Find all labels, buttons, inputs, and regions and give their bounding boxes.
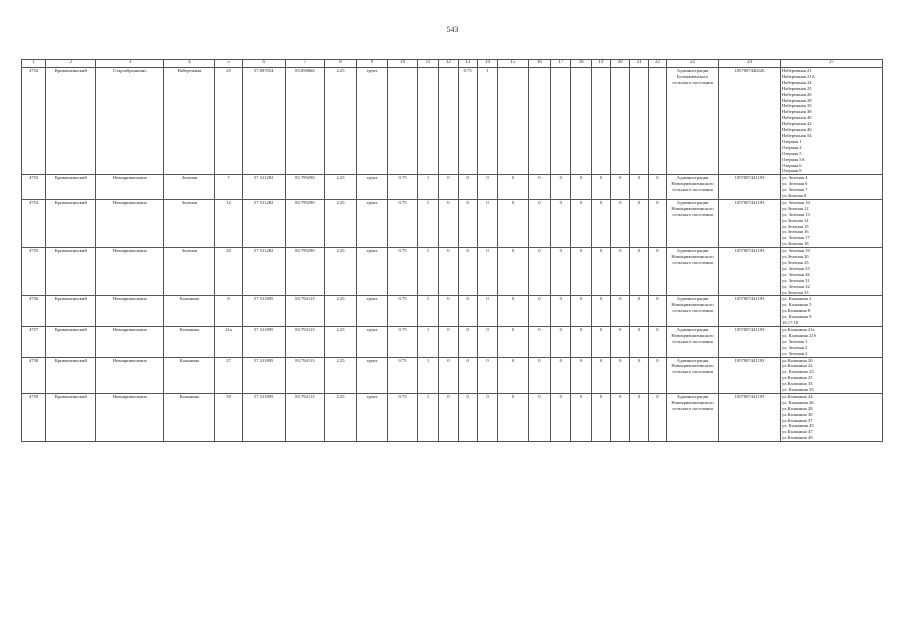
table-cell: 0 <box>591 393 610 441</box>
table-cell: грунт <box>356 68 388 175</box>
column-number-cell: 3 <box>96 60 164 68</box>
table-cell: Зеленая <box>164 248 215 296</box>
table-cell: 0 <box>551 248 571 296</box>
address-line: ул. Зеленая 17 <box>782 235 810 241</box>
address-line: ул.Калинина 24 <box>782 393 813 399</box>
column-number-cell: 1 <box>22 60 46 68</box>
table-cell: 0 <box>477 326 497 357</box>
table-cell: 0 <box>458 326 477 357</box>
table-cell: 0.75 <box>388 296 418 327</box>
address-line: ул.Калинина 8 <box>782 308 811 314</box>
address-line: ул.Калинина 22 <box>782 363 813 369</box>
column-number-cell: 4 <box>164 60 215 68</box>
table-cell: 0.75 <box>388 393 418 441</box>
address-cell <box>781 68 883 175</box>
address-line: ул.Калинина 25 <box>782 375 813 381</box>
table-cell <box>417 68 438 175</box>
table-cell: 0 <box>591 326 610 357</box>
table-cell <box>648 68 666 175</box>
table-row <box>22 393 883 441</box>
table-cell: 0 <box>630 248 648 296</box>
address-line: ул.Калинина 20 <box>782 357 813 363</box>
table-cell: 1 <box>417 199 438 247</box>
table-cell: 83.799290 <box>285 175 325 200</box>
table-cell: 1057007441193 <box>718 296 780 327</box>
table-cell: 8 <box>215 296 242 327</box>
table-cell: 0 <box>458 248 477 296</box>
table-cell: Администрация Новокривошеинского сельского поселения <box>667 393 719 441</box>
table-cell <box>591 68 610 175</box>
table-cell: 0 <box>630 296 648 327</box>
table-cell: 0 <box>648 248 666 296</box>
column-number-cell: 12 <box>439 60 458 68</box>
table-cell: 0 <box>439 248 458 296</box>
table-cell: 0 <box>611 248 630 296</box>
table-cell: 0 <box>477 393 497 441</box>
table-cell: 0 <box>630 175 648 200</box>
table-cell: 0.75 <box>388 175 418 200</box>
table-cell: 0 <box>591 248 610 296</box>
table-cell: 83.794113 <box>285 357 325 393</box>
address-line: Набережная 46 <box>782 127 812 133</box>
table-cell: 0 <box>630 199 648 247</box>
table-cell: 4757 <box>22 326 46 357</box>
table-cell: 0 <box>591 357 610 393</box>
table-cell: Кривошеинский <box>46 248 96 296</box>
table-cell: 1 <box>477 68 497 175</box>
table-cell: 57.311282 <box>242 199 285 247</box>
table-cell: Кривошеинский <box>46 296 96 327</box>
table-cell: 83.858666 <box>285 68 325 175</box>
table-cell: 1 <box>417 326 438 357</box>
table-cell: 0 <box>498 199 529 247</box>
address-line: Набережная 21А <box>782 73 815 79</box>
table-cell: 0 <box>439 175 458 200</box>
address-line: ул. Калинина 9 <box>782 314 812 320</box>
address-line: ул. Зеленая 25 <box>782 265 810 271</box>
table-cell: 0 <box>498 357 529 393</box>
table-cell: 0 <box>498 326 529 357</box>
table-cell: 0 <box>611 199 630 247</box>
table-cell: 0.75 <box>458 68 477 175</box>
table-cell: 1 <box>417 248 438 296</box>
address-line: ул.Зеленая 33 <box>782 289 809 295</box>
table-cell: Администрация Новокривошеинского сельского поселения <box>667 175 719 200</box>
address-line: ул. Зеленая 10 <box>782 199 810 205</box>
table-cell: 0 <box>611 296 630 327</box>
table-cell: 0 <box>458 357 477 393</box>
address-line: ул.Калинина 49 <box>782 435 813 441</box>
table-cell: 0 <box>439 296 458 327</box>
table-cell: 57.311895 <box>242 296 285 327</box>
column-number-cell: 9 <box>356 60 388 68</box>
column-number-cell: 6 <box>242 60 285 68</box>
column-number-cell: 10 <box>388 60 418 68</box>
table-cell: 0 <box>458 296 477 327</box>
table-cell: 2.25 <box>325 68 357 175</box>
table-cell: 0 <box>477 357 497 393</box>
address-line: Набережная 21 <box>782 68 812 73</box>
table-cell: Новокривошеино <box>96 393 164 441</box>
table-cell: грунт <box>356 296 388 327</box>
table-cell: 0.75 <box>388 248 418 296</box>
address-line: ул. Калинина 5 <box>782 302 812 308</box>
table-cell: 0 <box>571 393 591 441</box>
table-cell: Зеленая <box>164 199 215 247</box>
table-cell: Новокривошеино <box>96 199 164 247</box>
column-number-cell: 11 <box>417 60 438 68</box>
table-cell: Новокривошеино <box>96 296 164 327</box>
table-cell: грунт <box>356 175 388 200</box>
table-cell: грунт <box>356 357 388 393</box>
table-cell: 1 <box>417 175 438 200</box>
column-number-cell: 13 <box>458 60 477 68</box>
table-row <box>22 357 883 393</box>
table-cell: 0 <box>591 296 610 327</box>
table-cell: 0 <box>528 248 550 296</box>
table-cell: 4752 <box>22 68 46 175</box>
table-cell: 83.799290 <box>285 199 325 247</box>
table-cell: Калинина <box>164 393 215 441</box>
address-line: ул. Калинина 26 <box>782 399 814 405</box>
column-number-cell: 17 <box>551 60 571 68</box>
column-number-cell: 2 <box>46 60 96 68</box>
address-line: ул.Калинина 28 <box>782 405 813 411</box>
table-cell: 4756 <box>22 296 46 327</box>
table-cell: 21а <box>215 326 242 357</box>
table-cell: Администрация Новокривошеинского сельского поселения <box>667 357 719 393</box>
table-cell: 0 <box>611 357 630 393</box>
address-line: ул.Зеленая 18 <box>782 241 809 247</box>
address-line: Набережная 28 <box>782 97 812 103</box>
table-cell: 4754 <box>22 199 46 247</box>
table-cell: 0 <box>551 326 571 357</box>
table-row <box>22 248 883 296</box>
table-cell: 0 <box>571 296 591 327</box>
table-cell: 0 <box>458 175 477 200</box>
column-number-cell: 16 <box>528 60 550 68</box>
table-cell <box>528 68 550 175</box>
table-cell: Калинина <box>164 326 215 357</box>
table-cell: Администрация Новокривошеинского сельского поселения <box>667 248 719 296</box>
address-cell <box>781 248 883 296</box>
address-line: ул. Зеленая 6 <box>782 181 808 187</box>
column-number-cell: 7 <box>285 60 325 68</box>
table-cell: 0 <box>630 393 648 441</box>
table-cell: 0 <box>630 357 648 393</box>
address-line: ул.Калинина 47 <box>782 429 813 435</box>
table-cell: 39 <box>215 393 242 441</box>
table-cell: 2.25 <box>325 199 357 247</box>
table-cell: Кривошеинский <box>46 68 96 175</box>
address-line: ул. Калинина 2 <box>782 296 812 302</box>
table-cell <box>388 68 418 175</box>
table-cell <box>439 68 458 175</box>
column-number-cell: 15 <box>498 60 529 68</box>
column-number-cell: 22 <box>648 60 666 68</box>
table-cell: 0 <box>571 357 591 393</box>
column-number-cell: 20 <box>611 60 630 68</box>
table-cell: 0 <box>551 175 571 200</box>
address-line: ул. Зеленая 26 <box>782 271 810 277</box>
table-cell: 0.75 <box>388 326 418 357</box>
table-cell: 0 <box>551 199 571 247</box>
table-cell: 1 <box>417 393 438 441</box>
table-cell: Зеленая <box>164 175 215 200</box>
address-line: ул.Зеленая 14 <box>782 217 809 223</box>
table-cell: Набережная <box>164 68 215 175</box>
table-cell: 0 <box>648 175 666 200</box>
column-number-cell: 8 <box>325 60 357 68</box>
table-cell <box>551 68 571 175</box>
address-line: ул. Зеленая 2 <box>782 350 808 356</box>
address-line: Набережная 26 <box>782 91 812 97</box>
table-cell: Кривошеинский <box>46 175 96 200</box>
table-cell: Администрация Новокривошеинского сельского поселения <box>667 199 719 247</box>
table-cell: 0 <box>528 393 550 441</box>
table-cell: 1057007440226 <box>718 68 780 175</box>
table-cell: 57.311895 <box>242 326 285 357</box>
table-cell: 0.75 <box>388 199 418 247</box>
table-cell: 0 <box>477 175 497 200</box>
column-number-cell: 18 <box>571 60 591 68</box>
table-cell: 2.25 <box>325 175 357 200</box>
table-cell: 0 <box>551 296 571 327</box>
column-number-cell: 24 <box>718 60 780 68</box>
table-cell: 0 <box>477 199 497 247</box>
table-cell: 0 <box>498 248 529 296</box>
table-cell: 0 <box>648 326 666 357</box>
table-cell: 0 <box>551 357 571 393</box>
table-cell: 0 <box>611 175 630 200</box>
address-cell <box>781 199 883 247</box>
table-cell: Новокривошеино <box>96 248 164 296</box>
table-cell: 4758 <box>22 357 46 393</box>
table-cell: 0 <box>458 393 477 441</box>
table-cell: 7 <box>215 175 242 200</box>
table-cell: 27 <box>215 357 242 393</box>
table-cell: 83.799290 <box>285 248 325 296</box>
table-cell: Новокривошеино <box>96 175 164 200</box>
table-cell: 0 <box>571 175 591 200</box>
address-line: ул. Калинина 45 <box>782 423 814 429</box>
table-cell: 1057007441193 <box>718 393 780 441</box>
address-line: ул.Зеленая 15 <box>782 223 809 229</box>
table-cell: 0 <box>571 199 591 247</box>
table-row <box>22 199 883 247</box>
address-line: Озерная 1 <box>782 138 802 144</box>
table-cell: 0.75 <box>388 357 418 393</box>
address-line: ул.Зеленая 20 <box>782 254 809 260</box>
address-line: Набережная 38 <box>782 109 812 115</box>
page-number: 543 <box>446 25 459 34</box>
registry-table <box>21 59 883 442</box>
table-cell: 2.25 <box>325 357 357 393</box>
table-cell: Администрация Новокривошеинского сельского поселения <box>667 296 719 327</box>
table-cell: 0 <box>591 199 610 247</box>
address-line: ул. Зеленая 31 <box>782 277 810 283</box>
address-line: Набережная 40 <box>782 115 812 121</box>
column-number-cell: 23 <box>667 60 719 68</box>
table-cell: 57.311282 <box>242 248 285 296</box>
address-line: ул.Зеленая 23 <box>782 260 809 265</box>
table-cell: 25 <box>215 68 242 175</box>
table-cell: 0 <box>571 326 591 357</box>
table-cell <box>498 68 529 175</box>
table-row <box>22 296 883 327</box>
column-number-cell: 27 <box>781 60 883 68</box>
table-cell <box>630 68 648 175</box>
table-cell: 1057007441193 <box>718 175 780 200</box>
address-line: ул.Зеленая 16 <box>782 229 809 235</box>
address-cell <box>781 175 883 200</box>
address-line: Озерная 6 <box>782 162 802 168</box>
table-cell: 83.794113 <box>285 326 325 357</box>
table-cell: 1057007441193 <box>718 357 780 393</box>
address-line: ул. Зеленая 32 <box>782 283 810 289</box>
table-cell: 1057007441193 <box>718 326 780 357</box>
table-cell: 0 <box>439 393 458 441</box>
table-cell: 0 <box>648 357 666 393</box>
table-cell: 0 <box>648 296 666 327</box>
table-cell: грунт <box>356 248 388 296</box>
table-cell: 2.25 <box>325 296 357 327</box>
address-line: ул. Зеленая 2 <box>782 344 808 350</box>
address-line: ул. Зеленая 4 <box>782 175 808 181</box>
column-number-cell: 21 <box>630 60 648 68</box>
table-cell: 20 <box>215 248 242 296</box>
table-cell: грунт <box>356 199 388 247</box>
table-cell: 2.25 <box>325 393 357 441</box>
table-cell: 0 <box>477 248 497 296</box>
table-cell: 0 <box>528 175 550 200</box>
table-cell <box>611 68 630 175</box>
table-cell: 0 <box>611 393 630 441</box>
table-row <box>22 326 883 357</box>
address-line: Озерная 5А <box>782 156 805 162</box>
address-line: Озерная 2 <box>782 144 802 150</box>
column-number-cell: 14 <box>477 60 497 68</box>
address-line: Озерная 5 <box>782 150 802 156</box>
table-cell: Кривошеинский <box>46 357 96 393</box>
table-cell: Калинина <box>164 296 215 327</box>
table-cell: 0 <box>611 326 630 357</box>
table-cell: Кривошеинский <box>46 199 96 247</box>
table-cell: Калинина <box>164 357 215 393</box>
table-cell: Староабрашкино <box>96 68 164 175</box>
table-cell: 57.311895 <box>242 357 285 393</box>
column-number-cell: 19 <box>591 60 610 68</box>
column-number-row <box>22 60 883 68</box>
table-cell: 0 <box>528 296 550 327</box>
table-cell: 0 <box>498 175 529 200</box>
table-cell: 4759 <box>22 393 46 441</box>
table-cell: 0 <box>528 326 550 357</box>
address-line: Набережная 24 <box>782 79 812 85</box>
table-cell: Новокривошеино <box>96 357 164 393</box>
table-cell: 0 <box>498 393 529 441</box>
table-row <box>22 175 883 200</box>
table-cell: 57.087054 <box>242 68 285 175</box>
table-cell: 0 <box>477 296 497 327</box>
address-line: ул.Калинина 30 <box>782 411 813 417</box>
address-line: ул. Зеленая 19 <box>782 248 810 254</box>
table-cell: 0 <box>458 199 477 247</box>
table-cell: 0 <box>439 326 458 357</box>
address-line: ул.Калинина 33 <box>782 381 813 387</box>
address-line: Набережная 42 <box>782 121 812 127</box>
table-cell: 0 <box>571 248 591 296</box>
table-cell: 2.25 <box>325 326 357 357</box>
table-cell: 2.25 <box>325 248 357 296</box>
table-cell: грунт <box>356 393 388 441</box>
table-cell: 0 <box>648 199 666 247</box>
table-cell: 0 <box>551 393 571 441</box>
table-cell: 83.794113 <box>285 296 325 327</box>
address-line: ул. Зеленая 1 <box>782 338 808 344</box>
address-line: ул.Калинина 21а <box>782 326 815 332</box>
column-number-cell: 5 <box>215 60 242 68</box>
table-cell: 1 <box>417 296 438 327</box>
address-line: ул. Калинина 35 <box>782 387 814 393</box>
table-cell: 4753 <box>22 175 46 200</box>
table-cell: 1057007441193 <box>718 199 780 247</box>
address-line: Озерная 8 <box>782 168 802 174</box>
table-cell: Новокривошеино <box>96 326 164 357</box>
table-row <box>22 68 883 175</box>
address-cell <box>781 393 883 441</box>
table-cell: 0 <box>630 326 648 357</box>
address-cell <box>781 357 883 393</box>
table-cell: 1 <box>417 357 438 393</box>
address-line: ул.Зеленая 12 <box>782 205 809 211</box>
table-cell: Администрация Белокаменского сельского поселения <box>667 68 719 175</box>
table-cell: 83.794113 <box>285 393 325 441</box>
table-cell: 1057007441193 <box>718 248 780 296</box>
address-line: 16 17 18 <box>782 320 799 326</box>
table-cell: 57.311282 <box>242 175 285 200</box>
table-cell: 4755 <box>22 248 46 296</box>
address-line: ул. Зеленая 7 <box>782 187 808 193</box>
address-line: ул. Калинина 21б <box>782 332 817 338</box>
table-cell: Кривошеинский <box>46 326 96 357</box>
table-cell: 0 <box>591 175 610 200</box>
address-line: ул. Зеленая 13 <box>782 211 810 217</box>
address-line: Набережная 54 <box>782 132 812 138</box>
table-cell: Кривошеинский <box>46 393 96 441</box>
table-cell <box>571 68 591 175</box>
table-cell: Администрация Новокривошеинского сельского поселения <box>667 326 719 357</box>
address-line: ул.Зеленая 8 <box>782 193 807 199</box>
table-cell: 57.311895 <box>242 393 285 441</box>
table-cell: грунт <box>356 326 388 357</box>
table-cell: 0 <box>439 357 458 393</box>
table-cell: 0 <box>528 357 550 393</box>
address-cell <box>781 296 883 327</box>
address-line: ул. Калинина 23 <box>782 369 814 375</box>
address-cell <box>781 326 883 357</box>
address-line: Набережная 25 <box>782 85 812 91</box>
table-cell: 0 <box>498 296 529 327</box>
table-cell: 0 <box>439 199 458 247</box>
table-cell: 12 <box>215 199 242 247</box>
address-line: ул.Калинина 37 <box>782 417 813 423</box>
table-cell: 0 <box>648 393 666 441</box>
table-cell: 0 <box>528 199 550 247</box>
address-line: Набережная 35 <box>782 103 812 109</box>
